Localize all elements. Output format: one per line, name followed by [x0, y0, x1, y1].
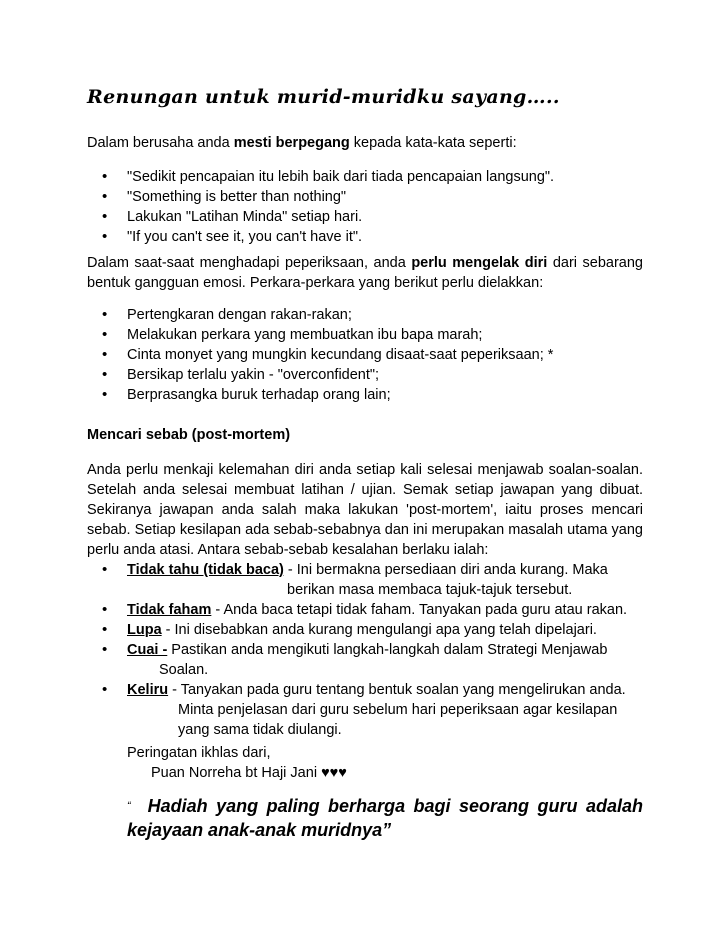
- cause-desc: Pastikan anda mengikuti langkah-langkah dalam Strategi Menjawab: [167, 642, 608, 658]
- quote-line: Hadiah yang paling berharga bagi seorang guru adalah: [147, 796, 643, 816]
- list-item: • Melakukan perkara yang membuatkan ibu bapa marah;: [87, 325, 643, 345]
- document-title: Renungan untuk murid-muridku sayang…..: [87, 86, 560, 108]
- list-item: [87, 560, 643, 600]
- list-item: [87, 680, 643, 740]
- cause-cont: berikan masa membaca tajuk-tajuk tersebut.: [287, 582, 573, 598]
- cause-term: Cuai -: [127, 642, 168, 658]
- list-item: • "If you can't see it, you can't have it".: [87, 227, 643, 247]
- closing-block: [127, 743, 627, 783]
- avoid-paragraph: [87, 253, 643, 293]
- section-heading: Mencari sebab (post-mortem): [87, 427, 291, 443]
- cause-term: Lupa: [127, 622, 162, 638]
- list-item: • Pertengkaran dengan rakan-rakan;: [87, 305, 643, 325]
- list-item: • Bersikap terlalu yakin - "overconfident";: [87, 365, 643, 385]
- para2-bold: perlu mengelak diri: [411, 255, 548, 271]
- quote-line: kejayaan anak-anak muridnya”: [127, 820, 392, 840]
- intro-bold: mesti berpegang: [233, 135, 350, 151]
- cause-desc: - Ini disebabkan anda kurang mengulangi apa yang telah dipelajari.: [161, 622, 597, 638]
- cause-term: Tidak tahu (tidak baca): [127, 562, 284, 578]
- list-item: • Cinta monyet yang mungkin kecundang disaat-saat peperiksaan; *: [87, 345, 643, 365]
- para3-line: Setelah anda selesai membuat latihan / ujian. Semak setiap jawapan yang dibuat.: [87, 482, 643, 498]
- para3-line: sebab. Setiap kesilapan ada sebab-sebabnya dan ini merupakan masalah utama yang: [87, 522, 643, 538]
- avoid-list: [87, 305, 643, 405]
- intro-text-end: kepada kata-kata seperti:: [349, 135, 517, 151]
- intro-text: Dalam berusaha anda: [87, 135, 234, 151]
- cause-desc: - Anda baca tetapi tidak faham. Tanyakan pada guru atau rakan.: [211, 602, 628, 618]
- causes-list: [87, 560, 643, 740]
- list-item: • Lakukan "Latihan Minda" setiap hari.: [87, 207, 643, 227]
- sayings-list: [87, 167, 643, 247]
- para3-line: perlu anda atasi. Antara sebab-sebab kesalahan berlaku ialah:: [87, 542, 489, 558]
- quote-open-mark: “: [127, 800, 131, 812]
- cause-term: Tidak faham: [127, 602, 212, 618]
- list-item: • Berprasangka buruk terhadap orang lain;: [87, 385, 643, 405]
- list-item: [87, 640, 643, 680]
- cause-cont: yang sama tidak diulangi.: [178, 722, 342, 738]
- para2-text: Dalam saat-saat menghadapi peperiksaan, anda: [87, 255, 412, 271]
- intro-paragraph: [87, 133, 643, 153]
- para3-line: Sekiranya jawapan anda salah maka lakukan 'post-mortem', iaitu proses mencari: [87, 502, 643, 518]
- list-item: • "Sedikit pencapaian itu lebih baik dari tiada pencapaian langsung".: [87, 167, 643, 187]
- closing-quote: [127, 794, 643, 842]
- signature: Puan Norreha bt Haji Jani ♥♥♥: [151, 765, 347, 781]
- cause-desc: - Ini bermakna persediaan diri anda kurang. Maka: [283, 562, 608, 578]
- para3-line: Anda perlu menkaji kelemahan diri anda setiap kali selesai menjawab soalan-soalan.: [87, 462, 643, 478]
- cause-cont: Soalan.: [159, 662, 209, 678]
- cause-desc: - Tanyakan pada guru tentang bentuk soalan yang mengelirukan anda.: [168, 682, 626, 698]
- para2-text-end: dari sebarang: [547, 255, 643, 271]
- postmortem-paragraph: [87, 460, 643, 560]
- cause-term: Keliru: [127, 682, 169, 698]
- cause-cont: Minta penjelasan dari guru sebelum hari peperiksaan agar kesilapan: [178, 702, 618, 718]
- list-item: • "Something is better than nothing": [87, 187, 643, 207]
- para2-line2: bentuk gangguan emosi. Perkara-perkara yang berikut perlu dielakkan:: [87, 275, 544, 291]
- list-item: [87, 620, 643, 640]
- list-item: [87, 600, 643, 620]
- closing-line: Peringatan ikhlas dari,: [127, 745, 271, 761]
